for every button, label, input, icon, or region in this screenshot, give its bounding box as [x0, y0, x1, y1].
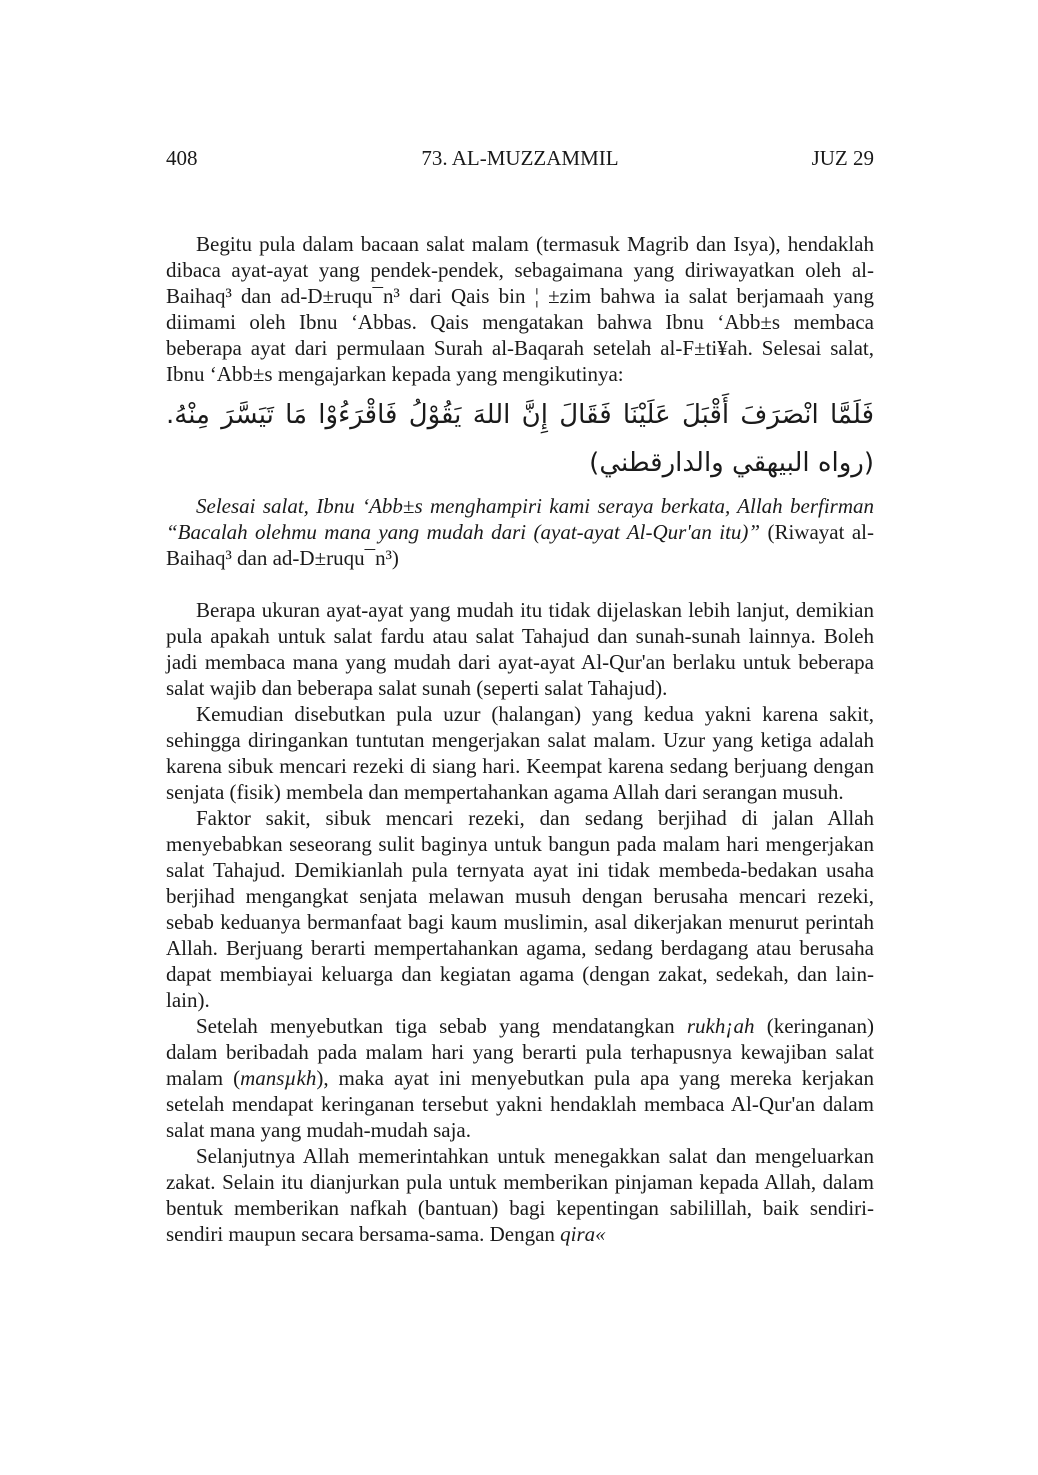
- p5-text-e: ), maka ayat ini menyebutkan pula apa yang mereka kerjakan setelah mendapat keringanan tersebut yakni hendaklah membaca Al-Qur'an dalam salat mana yang mudah-mudah saja.: [166, 1066, 874, 1142]
- p5-text-c: (keringanan) dalam beribadah pada malam hari yang berarti pula terhapusnya kewajiban salat malam (: [166, 1014, 874, 1090]
- page-number: 408: [166, 146, 198, 170]
- p5-term-mansukh: mansµkh: [240, 1066, 317, 1090]
- paragraph-6: [166, 1143, 874, 1247]
- p5-term-rukhsah: rukh¡ah: [686, 1014, 755, 1038]
- paragraph-3: Kemudian disebutkan pula uzur (halangan) yang kedua yakni karena sakit, sehingga diringankan tuntutan mengerjakan salat malam. Uzur yang ketiga adalah karena sibuk mencari rezeki di siang hari. Keempat karena sedang berjuang dengan senjata (fisik) membela dan mempertahankan agama Allah dari serangan musuh.: [166, 702, 874, 804]
- translation-text: Selesai salat, Ibnu ‘Abb±s menghampiri kami seraya berkata, Allah berfirman “Bacalah olehmu mana yang mudah dari (ayat-ayat Al-Qur'an itu)”: [166, 494, 874, 544]
- hadith-translation: [166, 493, 874, 571]
- paragraph-2: Berapa ukuran ayat-ayat yang mudah itu tidak dijelaskan lebih lanjut, demikian pula apakah untuk salat fardu atau salat Tahajud dan sunah-sunah lainnya. Boleh jadi membaca mana yang mudah dari ayat-ayat Al-Qur'an berlaku untuk beberapa salat wajib dan beberapa salat sunah (seperti salat Tahajud).: [166, 598, 874, 700]
- translation-source: (Riwayat al-Baihaq³ dan ad-D±ruqu¯n³): [166, 520, 874, 570]
- p5-text-a: Setelah menyebutkan tiga sebab yang mendatangkan: [196, 1014, 687, 1038]
- page-body: [166, 231, 874, 1247]
- arabic-hadith: فَلَمَّا انْصَرَفَ أَقْبَلَ عَلَيْنَا فَقَالَ إِنَّ اللهَ يَقُوْلُ فَاقْرَءُوْا مَا تَيَسَّرَ مِنْهُ. (رواه البيهقي والدارقطني): [166, 400, 874, 478]
- p6-term-qira: qira«: [560, 1222, 606, 1246]
- surah-title: 73. AL-MUZZAMMIL: [421, 146, 619, 170]
- p6-text-a: Selanjutnya Allah memerintahkan untuk menegakkan salat dan mengeluarkan zakat. Selain itu dianjurkan pula untuk memberikan pinjaman kepada Allah, dalam bentuk memberikan nafkah (bantuan) bagi kepentingan sabilillah, baik sendiri-sendiri maupun secara bersama-sama. Dengan: [166, 1144, 874, 1246]
- paragraph-5: [166, 1013, 874, 1143]
- running-header: [166, 146, 874, 170]
- juz-label: JUZ 29: [811, 146, 874, 170]
- paragraph-4: Faktor sakit, sibuk mencari rezeki, dan sedang berjihad di jalan Allah menyebabkan seseorang sulit baginya untuk bangun pada malam hari mengerjakan salat Tahajud. Demikianlah pula ternyata ayat ini tidak membeda-bedakan usaha berjihad mengangkat senjata melawan musuh dengan berusaha mencari rezeki, sebab keduanya bermanfaat bagi kaum muslimin, asal dikerjakan menurut perintah Allah. Berjuang berarti mempertahankan agama, sedang berdagang atau berusaha dapat membiayai keluarga dan kegiatan agama (dengan zakat, sedekah, dan lain-lain).: [166, 806, 874, 1012]
- paragraph-intro: Begitu pula dalam bacaan salat malam (termasuk Magrib dan Isya), hendaklah dibaca ayat-ayat yang pendek-pendek, sebagaimana yang diriwayatkan oleh al-Baihaq³ dan ad-D±ruqu¯n³ dari Qais bin ¦ ±zim bahwa ia salat berjamaah yang diimami oleh Ibnu ‘Abbas. Qais mengatakan bahwa Ibnu ‘Abb±s membaca beberapa ayat dari permulaan Surah al-Baqarah setelah al-F±ti¥ah. Selesai salat, Ibnu ‘Abb±s mengajarkan kepada yang mengikutinya:: [166, 232, 874, 386]
